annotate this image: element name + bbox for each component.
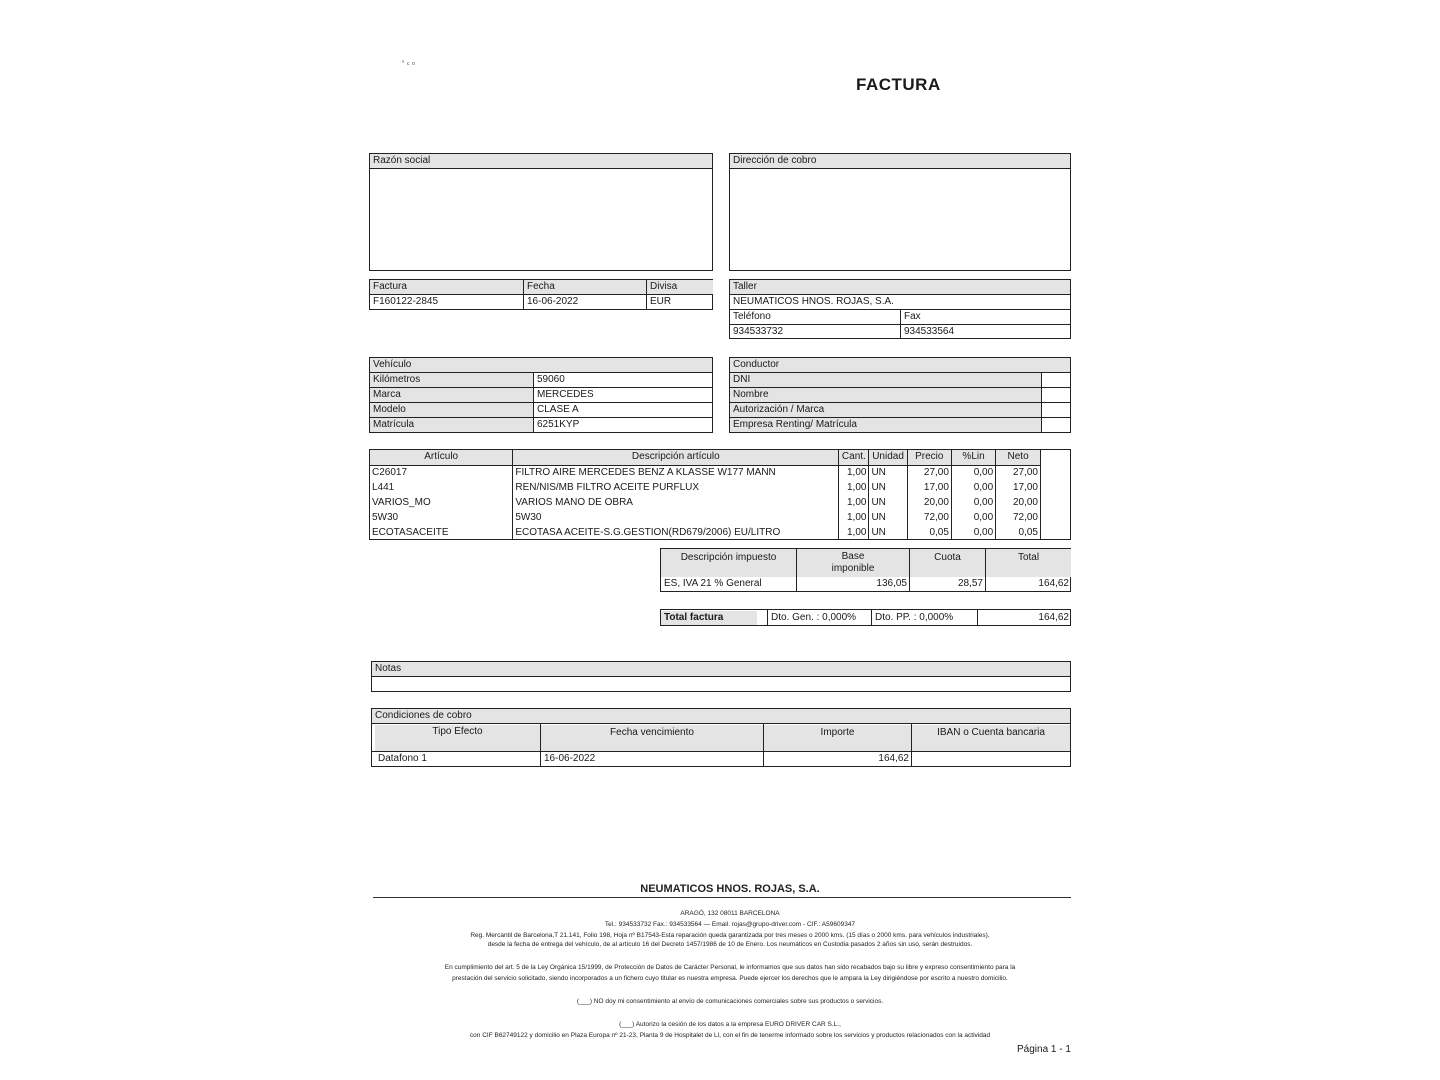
dto-general: Dto. Gen. : 0,000% xyxy=(771,612,857,623)
factura-header: Factura xyxy=(370,280,523,294)
cell: 0,05 xyxy=(907,525,951,540)
vehiculo-key: Marca xyxy=(370,388,533,402)
total-header: Total xyxy=(986,549,1071,577)
conductor-field: DNI xyxy=(730,373,1041,387)
cuota-header: Cuota xyxy=(910,549,985,577)
cell: UN xyxy=(869,525,907,540)
articulos-header-row xyxy=(370,450,1040,465)
fecha-header: Fecha xyxy=(524,280,646,294)
footer-registro-line-1: Reg. Mercantil de Barcelona,T 21.141, Folio 198, Hoja nº B17543-Esta reparación queda garantizada por tres meses o 2000 kms. (15 días o 2000 kms. para vehículos industriales), xyxy=(470,932,990,939)
factura-number: F160122-2845 xyxy=(373,296,439,307)
factura-currency: EUR xyxy=(650,296,672,307)
col-header: Cant. xyxy=(839,450,869,465)
cell: 72,00 xyxy=(907,510,951,525)
table-row xyxy=(370,525,1040,540)
fecha-vencimiento-header: Fecha vencimiento xyxy=(541,725,763,751)
conductor-label: Conductor xyxy=(730,358,1070,372)
cell: 0,05 xyxy=(1018,526,1038,538)
divisa-header: Divisa xyxy=(647,280,713,294)
notas-label: Notas xyxy=(372,662,1070,677)
cell: 0,00 xyxy=(951,480,995,495)
taller-name: NEUMATICOS HNOS. ROJAS, S.A. xyxy=(733,296,894,307)
notas-box xyxy=(371,661,1071,692)
cell: C26017 xyxy=(370,465,513,480)
vehiculo-label: Vehículo xyxy=(370,358,712,372)
footer-lopd-line-2: prestación del servicio solicitado, siendo incorporados a un fichero cuyo titular es nuestra empresa. Puede ejercer los derechos que le ampara la Ley dirigiéndose por escrito a nuestro domicilio. xyxy=(452,975,1008,982)
footer-address: ARAGÓ, 132 08011 BARCELONA xyxy=(680,910,780,917)
cell: ECOTASA ACEITE-S.G.GESTION(RD679/2006) EU/LITRO xyxy=(513,525,839,540)
cell: REN/NIS/MB FILTRO ACEITE PURFLUX xyxy=(513,480,839,495)
taller-fax: 934533564 xyxy=(904,326,955,337)
table-row xyxy=(370,480,1040,495)
cell: 0,00 xyxy=(951,495,995,510)
taller-phone: 934533732 xyxy=(733,326,784,337)
direccion-cobro-box xyxy=(729,153,1071,271)
razon-social-box xyxy=(369,153,713,271)
cell: VARIOS_MO xyxy=(370,495,513,510)
base-imponible: 136,05 xyxy=(876,578,907,589)
fax-header: Fax xyxy=(904,311,921,322)
total-factura-value: 164,62 xyxy=(1038,612,1069,623)
total-factura-row xyxy=(660,609,1071,626)
cell: 20,00 xyxy=(907,495,951,510)
col-header: Neto xyxy=(996,450,1040,465)
cell: 0,00 xyxy=(951,465,995,480)
consent-no-commercial: (___) NO doy mi consentimiento al envío de comunicaciones comerciales sobre sus productos o servicios. xyxy=(576,998,884,1005)
cell: 1,00 xyxy=(839,510,869,525)
conductor-field: Empresa Renting/ Matrícula xyxy=(730,418,1041,432)
cell: 27,00 xyxy=(1012,466,1038,478)
footer-registro-line-2: desde la fecha de entrega del vehículo, de al artículo 16 del Decreto 1457/1986 de 10 de Enero. Los neumáticos en Custodia pasados 2 años sin uso, serán destruidos. xyxy=(487,941,973,948)
direccion-cobro-label: Dirección de cobro xyxy=(730,154,1070,169)
col-header: Precio xyxy=(907,450,951,465)
cell: 17,00 xyxy=(907,480,951,495)
cell: 27,00 xyxy=(907,465,951,480)
total-factura-label: Total factura xyxy=(661,611,757,625)
cell: L441 xyxy=(370,480,513,495)
telefono-header: Teléfono xyxy=(733,311,771,322)
cell: 0,00 xyxy=(951,525,995,540)
tipo-efecto: Datafono 1 xyxy=(378,753,427,764)
scan-specks: ˚ ᶜ ᵒ xyxy=(402,60,415,69)
taller-box xyxy=(729,279,1071,339)
cell: UN xyxy=(869,495,907,510)
cell: 0,00 xyxy=(951,510,995,525)
cell: 1,00 xyxy=(839,480,869,495)
importe-header: Importe xyxy=(764,725,911,751)
col-header: Unidad xyxy=(869,450,907,465)
condiciones-cobro-box xyxy=(371,708,1071,767)
cell: 17,00 xyxy=(1012,481,1038,493)
cell: 1,00 xyxy=(839,495,869,510)
impuesto-desc-header: Descripción impuesto xyxy=(661,549,796,577)
cell: UN xyxy=(869,510,907,525)
table-row xyxy=(370,495,1040,510)
factura-date: 16-06-2022 xyxy=(527,296,579,307)
col-header: Descripción artículo xyxy=(513,450,839,465)
cell: FILTRO AIRE MERCEDES BENZ A KLASSE W177 MANN xyxy=(513,465,839,480)
factura-box xyxy=(369,279,713,310)
impuesto-table xyxy=(660,548,1071,592)
cell: UN xyxy=(869,465,907,480)
consent-cesion-datos: (___) Autorizo la cesión de los datos a la empresa EURO DRIVER CAR S.L., xyxy=(619,1021,841,1028)
consent-cesion-detail: con CIF B62749122 y domicilio en Plaza Europa nº 21-23, Planta 9 de Hospitalet de Ll, con el fin de tenerme informado sobre los servicios y productos relacionados con la actividad xyxy=(469,1032,991,1039)
vehiculo-key: Matrícula xyxy=(370,418,533,432)
footer-company-name: NEUMATICOS HNOS. ROJAS, S.A. xyxy=(640,883,820,895)
condiciones-label: Condiciones de cobro xyxy=(372,709,1070,724)
footer-contact: Tel.: 934533732 Fax.: 934533564 — Email. rojas@grupo-driver.com - CIF.: A59609347 xyxy=(604,921,856,928)
col-header: Artículo xyxy=(370,450,513,465)
dto-pronto-pago: Dto. PP. : 0,000% xyxy=(875,612,954,623)
impuesto-total: 164,62 xyxy=(1038,578,1069,589)
vehiculo-value: 6251KYP xyxy=(537,419,580,430)
razon-social-label: Razón social xyxy=(370,154,712,169)
col-header: %Lin xyxy=(951,450,995,465)
page-number: Página 1 - 1 xyxy=(1017,1044,1071,1055)
vehiculo-key: Modelo xyxy=(370,403,533,417)
cuota-value: 28,57 xyxy=(957,578,983,589)
cell: 5W30 xyxy=(370,510,513,525)
taller-label: Taller xyxy=(730,280,1070,294)
cell: 1,00 xyxy=(839,465,869,480)
footer-lopd-line-1: En cumplimiento del art. 5 de la Ley Orgánica 15/1999, de Protección de Datos de Carácter Personal, le informamos que sus datos han sido recabados bajo su libre y expreso consentimiento para la xyxy=(444,964,1016,971)
cell: 5W30 xyxy=(513,510,839,525)
fecha-vencimiento: 16-06-2022 xyxy=(544,753,596,764)
table-row xyxy=(370,510,1040,525)
cell: ECOTASACEITE xyxy=(370,525,513,540)
conductor-box xyxy=(729,357,1071,433)
tipo-efecto-header: Tipo Efecto xyxy=(375,725,540,751)
document-title: FACTURA xyxy=(856,75,941,94)
footer-divider xyxy=(373,897,1071,898)
table-row xyxy=(370,465,1040,480)
impuesto-desc: ES, IVA 21 % General xyxy=(664,578,762,589)
cell: 20,00 xyxy=(1012,496,1038,508)
vehiculo-box xyxy=(369,357,713,433)
articulos-table xyxy=(369,449,1071,540)
vehiculo-key: Kilómetros xyxy=(370,373,533,387)
importe-value: 164,62 xyxy=(878,753,909,764)
vehiculo-value: MERCEDES xyxy=(537,389,594,400)
cell: VARIOS MANO DE OBRA xyxy=(513,495,839,510)
cell: 1,00 xyxy=(839,525,869,540)
cell: 72,00 xyxy=(1012,511,1038,523)
conductor-field: Nombre xyxy=(730,388,1041,402)
base-imponible-header: Base imponible xyxy=(797,549,909,577)
vehiculo-value: CLASE A xyxy=(537,404,579,415)
cell: UN xyxy=(869,480,907,495)
conductor-field: Autorización / Marca xyxy=(730,403,1041,417)
iban-header: IBAN o Cuenta bancaria xyxy=(912,725,1070,751)
vehiculo-value: 59060 xyxy=(537,374,565,385)
